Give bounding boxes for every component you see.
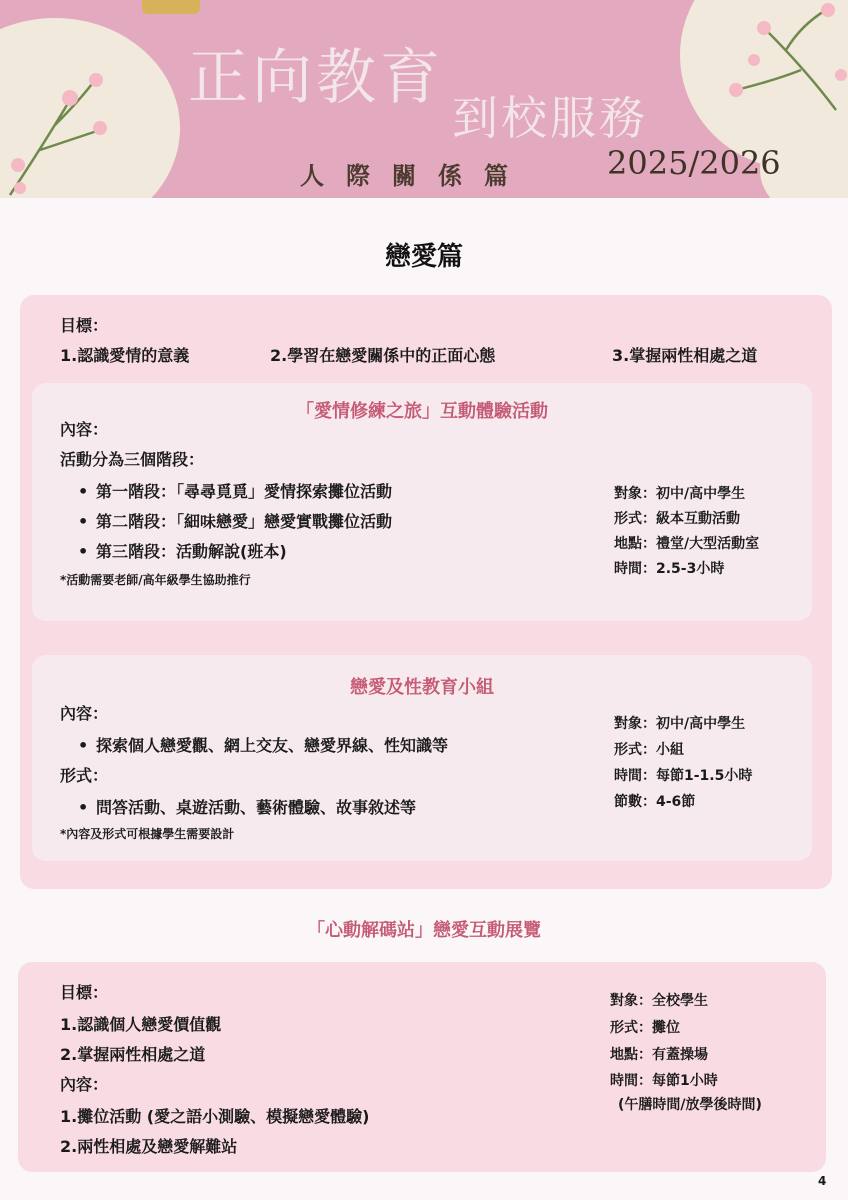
info-line: 形式：級本互動活動 (614, 511, 740, 527)
goals-label: 目標： (60, 316, 109, 335)
info-line: 地點：禮堂/大型活動室 (614, 536, 760, 552)
activity-card-1 (32, 383, 812, 621)
goal-item: 1.認識個人戀愛價值觀 (60, 1015, 222, 1034)
info-line: 形式：小組 (614, 742, 684, 758)
flower-branch-icon (706, 0, 848, 115)
header-banner (0, 0, 848, 198)
activity-note: *內容及形式可根據學生需要設計 (60, 827, 235, 841)
exhibition-title: 「心動解碼站」戀愛互動展覽 (307, 920, 541, 941)
activity-intro: 活動分為三個階段： (60, 450, 205, 469)
banner-year: 2025/2026 (607, 144, 781, 182)
info-line: 對象：全校學生 (610, 993, 708, 1009)
activity-note: *活動需要老師/高年級學生協助推行 (60, 573, 251, 587)
exhibition-panel (18, 962, 826, 1172)
content-item: 1.攤位活動 (愛之語小測驗、模擬戀愛體驗) (60, 1107, 370, 1126)
stage-item: • 第一階段：「尋尋覓覓」愛情探索攤位活動 (78, 479, 392, 502)
info-line: 時間：每節1小時 (610, 1073, 718, 1089)
stage-item: • 第二階段：「細味戀愛」戀愛實戰攤位活動 (78, 509, 392, 532)
banner-title-2: 到校服務 (452, 91, 648, 145)
flower-branch-icon (0, 60, 140, 198)
info-line: 時間：每節1-1.5小時 (614, 768, 753, 784)
activity-title: 戀愛及性教育小組 (350, 677, 494, 698)
section-title: 戀愛篇 (384, 242, 463, 272)
content-item: 2.兩性相處及戀愛解難站 (60, 1137, 238, 1156)
info-line: 時間：2.5-3小時 (614, 561, 725, 577)
goal-item: 2.學習在戀愛關係中的正面心態 (270, 346, 496, 365)
info-line: (午膳時間/放學後時間) (618, 1097, 762, 1113)
content-item: • 探索個人戀愛觀、網上交友、戀愛界線、性知識等 (78, 733, 448, 756)
content-label: 內容： (60, 1075, 109, 1094)
lamp-icon (142, 0, 200, 14)
info-line: 節數：4-6節 (614, 794, 696, 810)
stage-item: • 第三階段：活動解說(班本) (78, 539, 287, 562)
banner-subtitle: 人際關係篇 (300, 162, 530, 190)
content-label: 內容： (60, 420, 109, 439)
content-label: 內容： (60, 704, 109, 723)
format-item: • 問答活動、桌遊活動、藝術體驗、故事敘述等 (78, 795, 416, 818)
activity-title: 「愛情修練之旅」互動體驗活動 (296, 401, 548, 422)
activity-card-2 (32, 655, 812, 861)
info-line: 形式：攤位 (610, 1020, 680, 1036)
goals-label: 目標： (60, 983, 109, 1002)
info-line: 地點：有蓋操場 (610, 1047, 708, 1063)
banner-title-1: 正向教育 (188, 43, 444, 113)
goal-item: 2.掌握兩性相處之道 (60, 1045, 206, 1064)
format-label: 形式： (60, 766, 109, 785)
goal-item: 3.掌握兩性相處之道 (612, 346, 758, 365)
goal-item: 1.認識愛情的意義 (60, 346, 190, 365)
info-line: 對象：初中/高中學生 (614, 716, 746, 732)
love-section-panel (20, 295, 832, 889)
info-line: 對象：初中/高中學生 (614, 486, 746, 502)
page-number: 4 (818, 1174, 827, 1188)
